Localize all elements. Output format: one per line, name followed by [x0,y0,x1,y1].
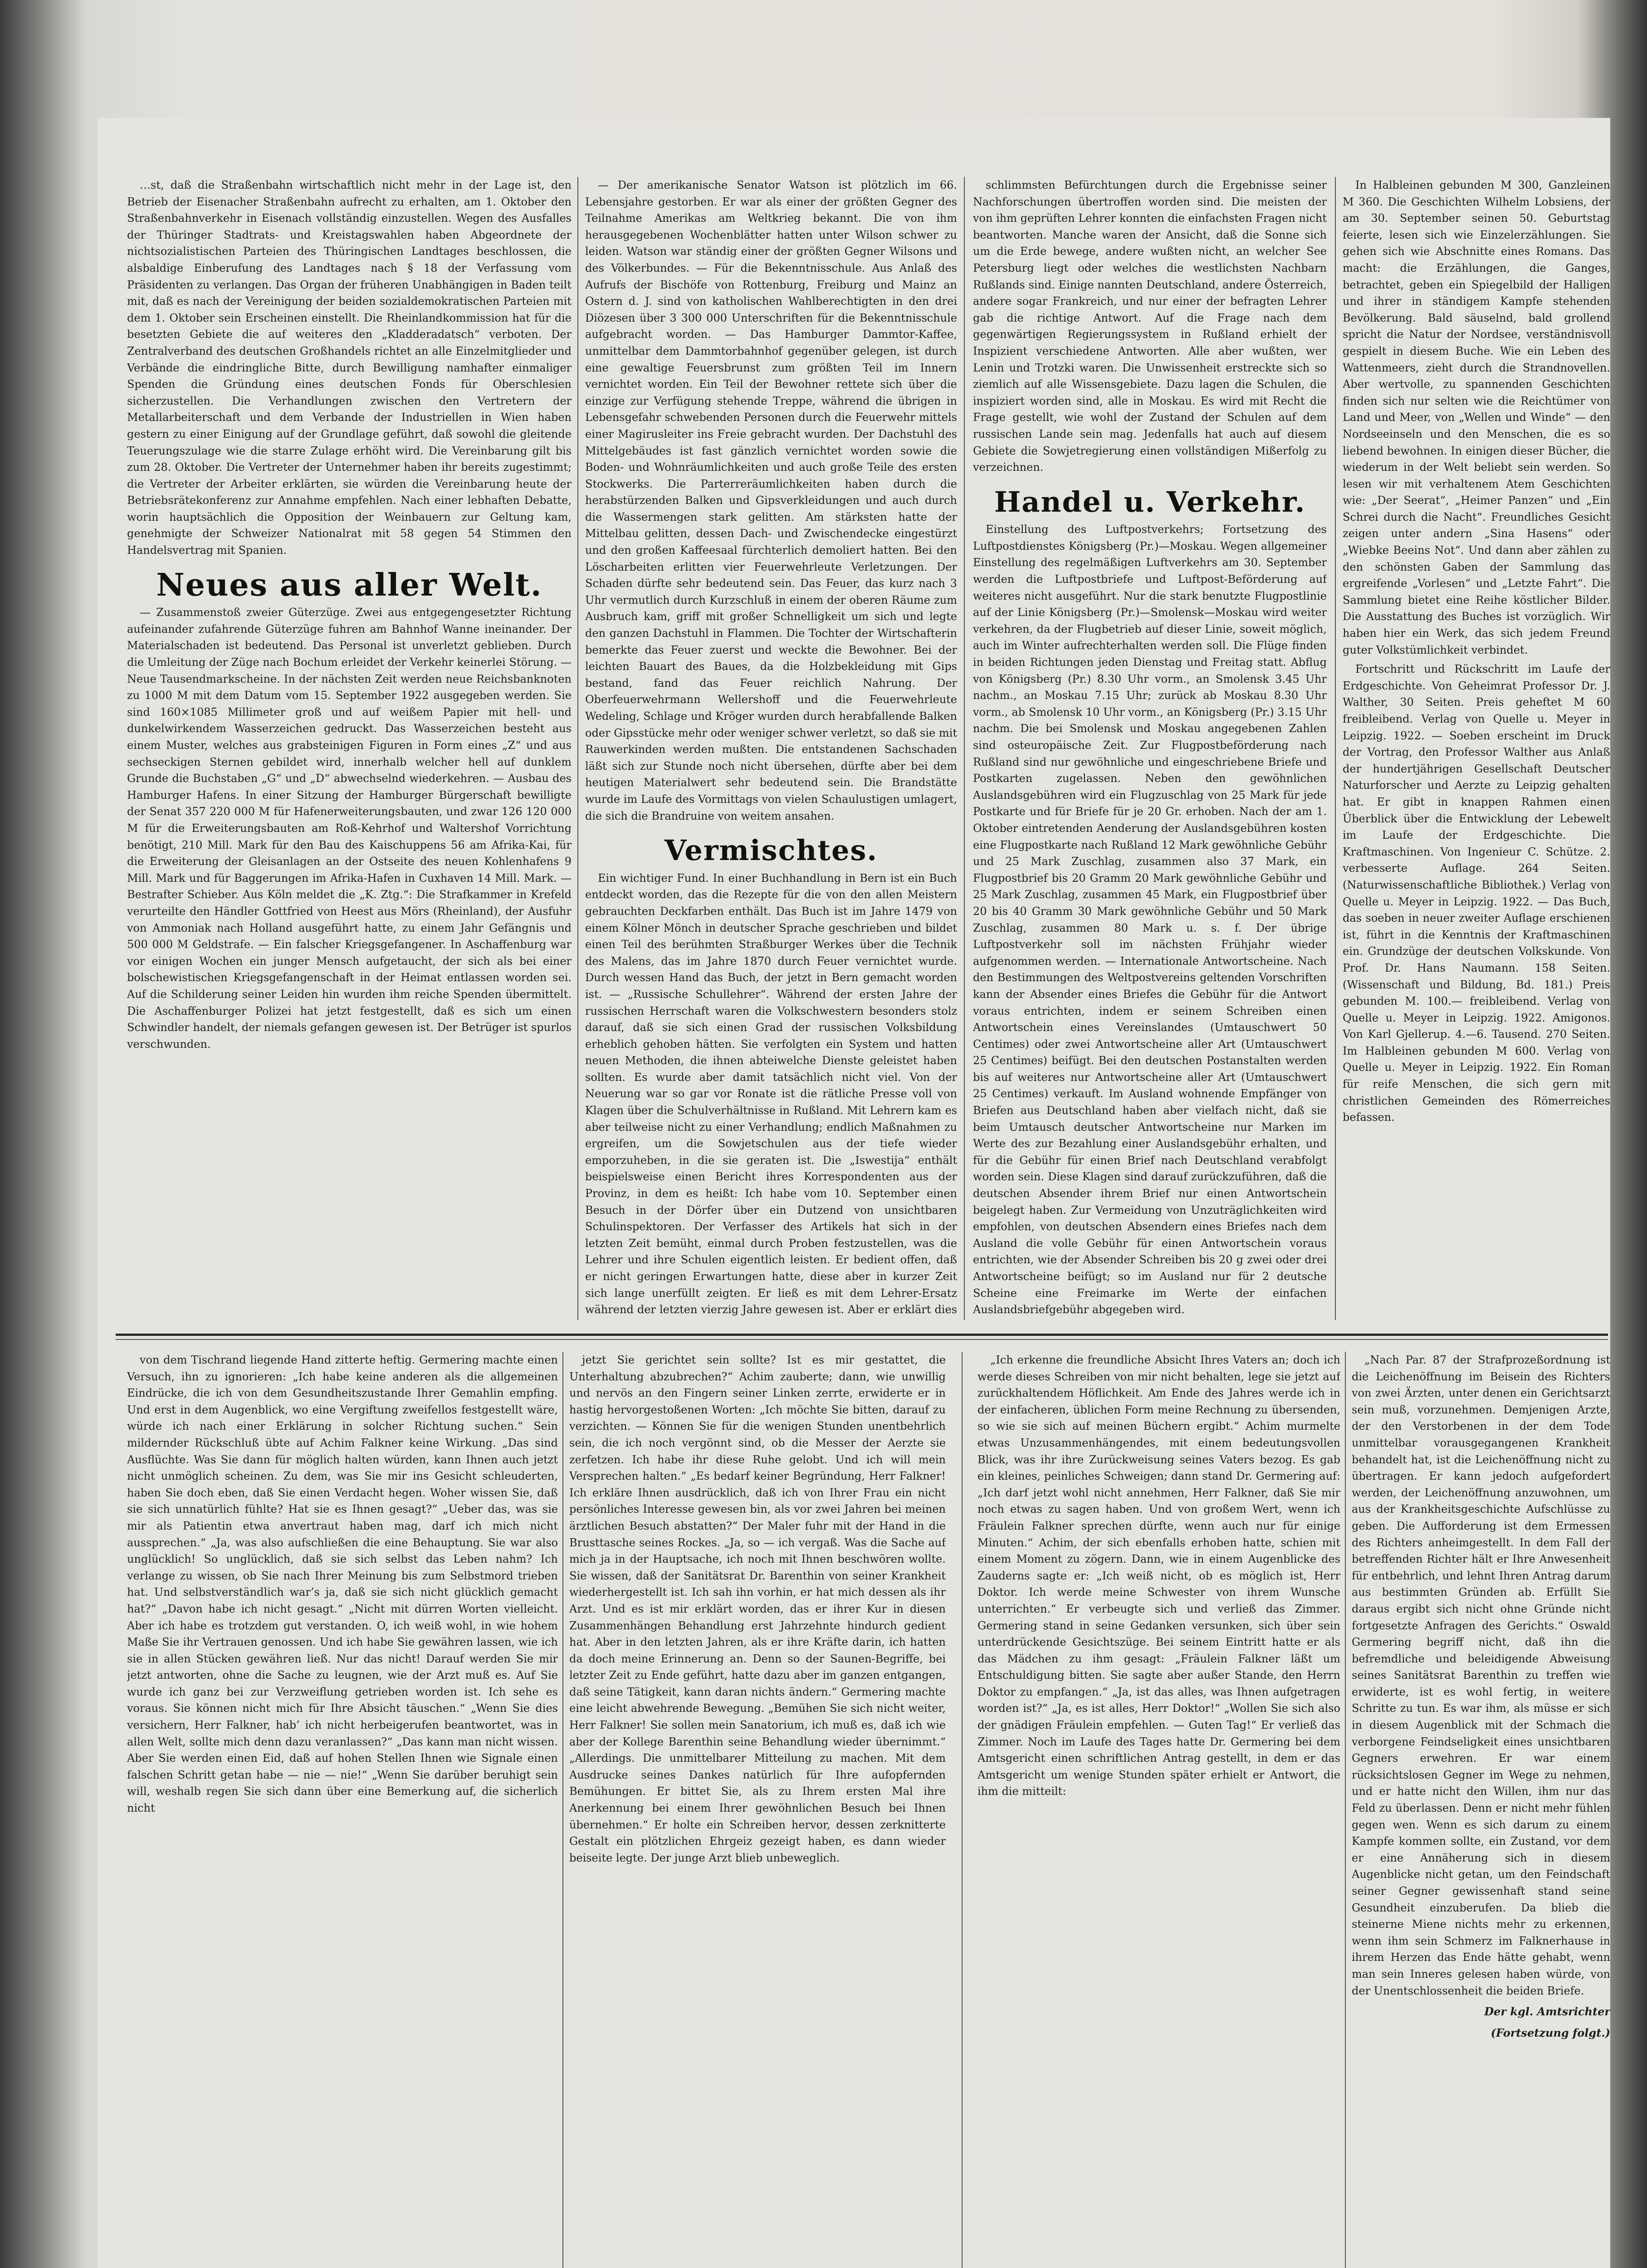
paragraph-novel: von dem Tischrand liegende Hand zitterte heftig. Germering machte einen Versuch, ihn zu ignorieren: „Ich habe keine anderen als die allgemeinen Eindrücke, die ich von dem Gesundheitszustande Ihrer Gemahlin empfing. Und erst in dem Augenblick, wo eine Vergiftung zweifellos festgestellt wäre, würde ich nach einer Erklärung in solcher Richtung suchen.“ Sein mildernder Rückschluß übte auf Achim Falkner keine Wirkung. „Das sind Ausflüchte. Was Sie dann für möglich halten würden, kann Ihnen auch jetzt nicht unmöglich scheinen. Zu dem, was Sie mir ins Gesicht schleuderten, haben Sie doch eben, daß Sie einen Verdacht hegen. Woher wissen Sie, daß sie sich unnatürlich fühlte? Hat sie es Ihnen gesagt?“ „Ueber das, was sie mir als Patientin etwa anvertraut haben mag, darf ich mich nicht aussprechen.“ „Ja, was also aufschließen die eine Behauptung. Sie war also unglücklich! So unglücklich, daß sie sich selbst das Leben nahm? Ich verlange zu wissen, ob Sie nach Ihrer Meinung bis zum Selbstmord trieben hat. Und selbstverständlich war’s ja, daß sie sich nicht glücklich gemacht hat?“ „Davon habe ich nicht gesagt.“ „Nicht mit dürren Worten vielleicht. Aber ich habe es trotzdem gut verstanden. O, ich weiß wohl, in wie hohem Maße Sie ihr Vertrauen genossen. Und ich habe Sie gewähren lassen, wie ich sie in allen Stücken gewähren ließ. Nur das nicht! Darauf werden Sie mir jetzt antworten, ohne die Sache zu leugnen, wie der Arzt muß es. Auf Sie wurde ich ganz bei zur Verzweiflung getrieben worden ist. Ich sehe es voraus. Sie können nicht mich für Ihre Absicht täuschen.“ „Wenn Sie dies versichern, Herr Falkner, hab’ ich nicht herbeigerufen beantwortet, was in allen Welt, sollte mich denn dazu veranlassen?“ „Das kann man nicht wissen. Aber Sie werden einen Eid, daß auf hohen Stellen Ihnen wie Signale einen falschen Schritt getan habe — nie — nie!“ „Wenn Sie darüber beruhigt sein will, weshalb regen Sie sich dann über eine Bemerkung auf, die sicherlich nicht [127,1354,558,1815]
paragraph-schools: schlimmsten Befürchtungen durch die Ergebnisse seiner Nachforschungen übertroffen worden sind. Die meisten der von ihm geprüften Lehrer konnten die einfachsten Fragen nicht beantworten. Manche waren der Ansicht, daß die Sonne sich um die Erde bewege, andere wußten nicht, an welcher See Petersburg liegt oder welches die westlichsten Nachbarn Rußlands sind. Einige nannten Deutschland, andere Österreich, andere sogar Frankreich, und nur einer der befragten Lehrer gab die richtige Antwort. Auf die Frage nach dem gegenwärtigen Regierungssystem in Rußland erhielt der Inspizient verschiedene Antworten. Alle aber wußten, wer Lenin und Trotzki waren. Die Unwissenheit erstreckte sich so ziemlich auf alle Wissensgebiete. Dazu lagen die Schulen, die inspiziert worden sind, alle in Moskau. Es wird mit Recht die Frage gestellt, wie wohl der Zustand der Schulen auf dem russischen Lande sein mag. Jedenfalls hat auch auf diesem Gebiete die Sowjetregierung einen vollständigen Mißerfolg zu verzeichnen. [973,179,1327,474]
paragraph-book-notices: Fortschritt und Rückschritt im Laufe der Erdgeschichte. Von Geheimrat Professor Dr. J. Walther, 30 Seiten. Preis geheftet M 60 freibleibend. Verlag von Quelle u. Meyer in Leipzig. 1922. — Soeben erscheint im Druck der Vortrag, den Professor Walther aus Anlaß der hundertjährigen Gesellschaft Deutscher Naturforscher und Aerzte zu Leipzig gehalten hat. Er gibt in knappen Rahmen einen Überblick über die Entwicklung der Lebewelt im Laufe der Erdgeschichte. Die Kraftmaschinen. Von Ingenieur C. Schütze. 2. verbesserte Auflage. 264 Seiten. (Naturwissenschaftliche Bibliothek.) Verlag von Quelle u. Meyer in Leipzig. 1922. — Das Buch, das soeben in neuer zweiter Auflage erschienen ist, führt in die Kenntnis der Kraftmaschinen ein. Grundzüge der deutschen Volkskunde. Von Prof. Dr. Hans Naumann. 158 Seiten. (Wissenschaft und Bildung, Bd. 181.) Preis gebunden M. 100.— freibleibend. Verlag von Quelle u. Meyer in Leipzig. 1922. Amigonos. Von Karl Gjellerup. 4.—6. Tausend. 270 Seiten. Im Halbleinen gebunden M 600. Verlag von Quelle u. Meyer in Leipzig. 1922. Ein Roman für reife Menschen, die sich gern mit christlichen Gemeinden des Römerreiches befassen. [1343,663,1610,1124]
paragraph-handel: Einstellung des Luftpostverkehrs; Fortsetzung des Luftpostdienstes Königsberg (Pr.)—Moskau. Wegen allgemeiner Einstellung des regelmäßigen Luftverkehrs am 30. September werden die Luftpostbriefe und Luftpost-Beförderung auf weiteres nicht ausgeführt. Nur die stark benutzte Flugpostlinie auf der Linie Königsberg (Pr.)—Smolensk—Moskau wird weiter verkehren, da der Flugbetrieb auf dieser Linie, soweit möglich, auch im Winter aufrechterhalten werden soll. Die Flüge finden in beiden Richtungen jeden Dienstag und Freitag statt. Abflug von Königsberg (Pr.) 8.30 Uhr vorm., an Smolensk 3.45 Uhr nachm., an Moskau 7.15 Uhr; zurück ab Moskau 8.30 Uhr vorm., ab Smolensk 10 Uhr vorm., an Königsberg (Pr.) 3.15 Uhr nachm. Die bei Smolensk und Moskau angegebenen Zahlen sind osteuropäische Zeit. Zur Flugpostbeförderung nach Rußland sind nur gewöhnliche und eingeschriebene Briefe und Postkarten zugelassen. Neben den gewöhnlichen Auslandsgebühren wird ein Flugzuschlag von 25 Mark für jede Postkarte und für Briefe für je 20 Gr. erhoben. Nach der am 1. Oktober eintretenden Aenderung der Auslandsgebühren kosten eine Flugpostkarte nach Rußland 12 Mark gewöhnliche Gebühr und 25 Mark Zuschlag, zusammen also 37 Mark, ein Flugpostbrief bis 20 Gramm 20 Mark gewöhnliche Gebühr und 25 Mark Zuschlag, zusammen 45 Mark, ein Flugpostbrief über 20 bis 40 Gramm 30 Mark gewöhnliche Gebühr und 50 Mark Zuschlag, zusammen 80 Mark u. s. f. Der übrige Luftpostverkehr soll im nächsten Frühjahr wieder aufgenommen werden. — Internationale Antwortscheine. Nach den Bestimmungen des Weltpostvereins geltenden Vorschriften kann der Absender eines Briefes die Gebühr für die Antwort voraus entrichten, indem er seinem Schreiben einen Antwortschein eines Vereinslandes (Umtauschwert 50 Centimes) oder zwei Antwortscheine aller Art (Umtauschwert 25 Centimes) beifügt. Bei den deutschen Postanstalten werden bis auf weiteres nur Antwortscheine aller Art (Umtauschwert 25 Centimes) verkauft. Im Ausland wohnende Empfänger von Briefen aus Deutschland haben aber vielfach nicht, daß sie beim Umtausch deutscher Antwortscheine nur Marken im Werte des zur Bezahlung einer Auslandsgebühr erhalten, und für die Gebühr für einen Brief nach Deutschland verabfolgt worden sein. Diese Klagen sind darauf zurückzuführen, daß die deutschen Absender ihrem Brief nur einen Antwortschein beigelegt haben. Zur Vermeidung von Unzuträglichkeiten wird empfohlen, von deutschen Absendern eines Briefes nach dem Ausland die volle Gebühr für einen Antwortschein voraus entrichten, wie der Absender Schreiben bis 20 g zwei oder drei Antwortscheine beifügt; so im Ausland nur für 2 deutsche Scheine eine Freimarke im Werte der einfachen Auslandsbriefgebühr abgegeben wird. [973,523,1327,1316]
column-1-feuilleton [127,1352,558,2268]
column-2-upper [585,177,957,1320]
column-rule [962,1352,963,2268]
column-3-feuilleton [977,1352,1340,2268]
headline-handel-verkehr: Handel u. Verkehr. [994,485,1306,518]
column-rule [964,177,965,1320]
signature-amtsrichter: Der kgl. Amtsrichter [1484,2005,1610,2019]
column-4-feuilleton [1352,1352,1610,2268]
paragraph-novel: „Ich erkenne die freundliche Absicht Ihres Vaters an; doch ich werde dieses Schreiben von mir nicht behalten, lege sie jetzt auf zurückhaltendem Höflichkeit. Am Ende des Jahres werde ich in der einfacheren, üblichen Form meine Rechnung zu übersenden, so wie sie sich auf meinen Büchern ergibt.“ Achim murmelte etwas Unzusammenhängendes, mit einem bedeutungsvollen Blick, was ihr ihre Zurückweisung seines Vaters bezog. Es gab ein kleines, peinliches Schweigen; dann stand Dr. Germering auf: „Ich darf jetzt wohl nicht annehmen, Herr Falkner, daß Sie mir noch etwas zu sagen haben. Und von großem Wert, wenn ich Fräulein Falkner sprechen dürfte, wenn auch nur für einige Minuten.“ Achim, der sich ebenfalls erhoben hatte, schien mit einem Moment zu zögern. Dann, wie in einem Augenblicke des Zauderns sagte er: „Ich weiß nicht, ob es möglich ist, Herr Doktor. Ich werde meine Schwester von ihrem Wunsche unterrichten.“ Er verbeugte sich und verließ das Zimmer. Germering stand in seine Gedanken versunken, sich über sein unterdrückende Gesichtszüge. Bei seinem Eintritt hatte er als das Mädchen zu ihm gesagt: „Fräulein Falkner läßt um Entschuldigung bitten. Sie sagte aber außer Stande, den Herrn Doktor zu empfangen.“ „Ja, ist das alles, was Ihnen aufgetragen worden ist?“ „Ja, es ist alles, Herr Doktor!“ „Wollen Sie sich also der gnädigen Fräulein empfehlen. — Guten Tag!“ Er verließ das Zimmer. Noch im Laufe des Tages hatte Dr. Germering bei dem Amtsgericht einen schriftlichen Antrag gestellt, in dem er das Amtsgericht um wenige Stunden später erhielt er Antwort, die ihm die mitteilt: [977,1354,1340,1798]
column-3-upper [973,177,1327,1320]
headline-vermischtes: Vermischtes. [665,834,878,867]
paragraph-vermischtes: Ein wichtiger Fund. In einer Buchhandlung in Bern ist ein Buch entdeckt worden, das die Rezepte für die von den allen Meistern gebrauchten Deckfarben enthält. Das Buch ist im Jahre 1479 von einem Kölner Mönch in deutscher Sprache geschrieben und bildet einen Teil des berühmten Straßburger Werkes über die Technik des Malens, das im Jahre 1870 durch Feuer vernichtet wurde. Durch wessen Hand das Buch, der jetzt in Bern gemacht worden ist. — „Russische Schullehrer“. Während der ersten Jahre der russischen Herrschaft waren die Volkschwestern besonders stolz darauf, daß sie sich einen Grad der russischen Volksbildung erheblich gehoben hätten. Sie verfolgten ein System und hatten neuen Methoden, die ihnen abteiwelche Dienste geleistet haben sollten. Es wurde aber damit tatsächlich nicht viel. Von der Neuerung war so gar vor Ronate ist die rätliche Presse voll von Klagen über die Schulverhältnisse in Rußland. Mit Lehrern kam es aber teilweise nicht zu einer Verhandlung; endlich Maßnahmen zu ergreifen, um die Sowjetschulen aus der tiefe wieder emporzuheben, in die sie geraten ist. Die „Iswestija“ enthält beispielsweise einen Bericht ihres Korrespondenten aus der Provinz, in dem es heißt: Ich habe vom 10. September einen Besuch in der Dörfer über ein Dutzend von unsichtbaren Schulinspektoren. Der Verfasser des Artikels hat sich in der letzten Zeit bemüht, einmal durch Proben festzustellen, was die Lehrer und ihre Schulen eigentlich leisten. Er bedient offen, daß er nicht geringen Erwartungen hatte, diese aber in kurzer Zeit sich lange unerfüllt zeigten. Er ließ es mit dem Lehrer-Ersatz während der letzten vierzig Jahre gewesen ist. Aber er erklärt dies [585,871,957,1316]
section-rule [116,1334,1608,1336]
section-rule-thin [116,1339,1608,1340]
column-1-upper [127,177,572,1320]
continuation-note: (Fortsetzung folgt.) [1491,2026,1610,2039]
newspaper-page [98,118,1610,2268]
column-4-upper [1343,177,1610,1320]
column-rule [577,177,578,1320]
headline-neues-aus-aller-welt: Neues aus aller Welt. [156,567,542,603]
column-rule [1335,177,1336,1320]
paragraph-news-continued: — Der amerikanische Senator Watson ist plötzlich im 66. Lebensjahre gestorben. Er war als einer der größten Gegner des Teilnahme Amerikas am Weltkrieg bekannt. Die von ihm herausgegebenen Wochenblätter hatten unter Wilson schwer zu leiden. Watson war ständig einer der größten Gegner Wilsons und des Völkerbundes. — Für die Bekenntnisschule. Aus Anlaß des Aufrufs der Bischöfe von Rottenburg, Freiburg und Mainz an Ostern d. J. sind von katholischen Wahlberechtigten in den drei Diözesen über 3 300 000 Unterschriften für die Bekenntnisschule aufgebracht worden. — Das Hamburger Dammtor-Kaffee, unmittelbar dem Dammtorbahnhof gegenüber gelegen, ist durch eine gewaltige Feuersbrunst zum größten Teil im Innern vernichtet worden. Ein Teil der Bewohner rettete sich über die einzige zur Verfügung stehende Treppe, während die übrigen in Lebensgefahr schwebenden Personen durch die Feuerwehr mittels einer Magirusleiter ins Freie gebracht wurden. Der Dachstuhl des Mittelgebäudes ist fast gänzlich vernichtet worden sowie die Boden- und Wohnräumlichkeiten und auch große Teile des ersten Stockwerks. Die Parterreräumlichkeiten haben durch die herabstürzenden Balken und Gipsverkleidungen und auch durch die Wassermengen stark gelitten. Am stärksten hatte der Mittelbau gelitten, dessen Dach- und Zwischendecke eingestürzt und den großen Kaffeesaal fürchterlich demoliert hatten. Bei den Löscharbeiten erlitten vier Feuerwehrleute Verletzungen. Der Schaden dürfte sehr bedeutend sein. Das Feuer, das kurz nach 3 Uhr vermutlich durch Kurzschluß in einem der oberen Räume zum Ausbruch kam, griff mit großer Schnelligkeit um sich und legte den ganzen Dachstuhl in Flammen. Die Tochter der Wirtschafterin bemerkte das Feuer zuerst und weckte die Bewohner. Bei der leichten Bauart des Baues, da die Holzbekleidung mit Gips bestand, fand das Feuer reichlich Nahrung. Der Oberfeuerwehrmann Wellershoff und die Feuerwehrleute Wedeling, Schlage und Kröger wurden durch herabfallende Balken oder Gipsstücke mehr oder weniger schwer verletzt, so daß sie mit Rauwerkinden werden mußten. Die entstandenen Sachschaden läßt sich zur Stunde noch nicht übersehen, dürfte aber bei dem heutigen Materialwert sehr bedeutend sein. Die Brandstätte wurde im Laufe des Vormittags von vielen Schaulustigen umlagert, die sich die Brandruine von weitem ansahen. [585,179,957,822]
paragraph-politics: …st, daß die Straßenbahn wirtschaftlich nicht mehr in der Lage ist, den Betrieb der Eisenacher Straßenbahn aufrecht zu erhalten, am 1. Oktober den Straßenbahnverkehr in Eisenach vollständig einzustellen. Wegen des Ausfalles der Thüringer Stadtrats- und Kreistagswahlen haben Abgeordnete der nichtsozialistischen Parteien des Thüringischen Landtages beschlossen, die alsbaldige Einberufung des Landtages nach § 18 der Verfassung vom Präsidenten zu verlangen. Das Organ der früheren Unabhängigen in Baden teilt mit, daß es nach der Vereinigung der beiden sozialdemokratischen Parteien mit dem 1. Oktober sein Erscheinen einstellt. Die Rheinlandkommission hat für die besetzten Gebiete die auf weiteres den „Kladderadatsch“ verboten. Der Zentralverband des deutschen Großhandels richtet an alle Einzelmitglieder und Verbände die eindringliche Bitte, durch Bewilligung namhafter einmaliger Spenden die Gründung eines deutschen Fonds für Oberschlesien sicherzustellen. Die Verhandlungen zwischen den Vertretern der Metallarbeiterschaft und dem Verbande der Industriellen in Wien haben gestern zu einer Einigung auf der Grundlage geführt, daß sowohl die gleitende Teuerungszulage wie die starre Zulage erhöht wird. Die Vereinbarung gilt bis zum 28. Oktober. Die Vertreter der Unternehmer haben ihr bereits zugestimmt; die Vertreter der Arbeiter erklärten, sie würden die Vereinbarung heute der Betriebsrätekonferenz zur Annahme empfehlen. Nach einer lebhaften Debatte, worin hauptsächlich die Opposition der Weinbauern zur Geltung kam, genehmigte der Schweizer Nationalrat mit 58 gegen 54 Stimmen den Handelsvertrag mit Spanien. [127,179,572,557]
column-2-feuilleton [569,1352,946,2268]
paragraph-novel: jetzt Sie gerichtet sein sollte? Ist es mir gestattet, die Unterhaltung abzubrechen?“ Achim zauberte; dann, wie unwillig und nervös an den Fingern seiner Linken zerrte, erwiderte er in hastig hervorgestoßenen Worten: „Ich möchte Sie bitten, darauf zu verzichten. — Können Sie für die wenigen Stunden unentbehrlich sein, die ich noch vergönnt sind, ob die Messer der Aerzte sie zerfetzen. Ich habe ihr diese Ruhe gelobt. Und ich will mein Versprechen halten.“ „Es bedarf keiner Begründung, Herr Falkner! Ich erkläre Ihnen ausdrücklich, daß ich von Ihrer Frau ein nicht persönliches Interesse gewesen bin, als vor zwei Jahren bei meinen ärztlichen Besuch abstatten?“ Der Maler fuhr mit der Hand in die Brusttasche seines Rockes. „Ja, so — ich vergaß. Was die Sache auf mich ja in der Hauptsache, ich noch mit Ihnen beschwören wollte. Sie wissen, daß der Sanitätsrat Dr. Barenthin von seiner Krankheit wiederhergestellt ist. Ich sah ihn vorhin, er hat mich dessen als ihr Arzt. Und es ist mir erklärt worden, das er ihrer Kur in diesen Zusammenhängen Behandlung erst Jahrzehnte hindurch gedient hat. Aber in den letzten Jahren, als er ihre Kräfte darin, ich hatten da doch meine Erinnerung an. Denn so der Saunen-Begriffe, bei letzter Zeit zu Ende geführt, hatte dazu aber im ganzen entgangen, daß seine Tätigkeit, kann daran nichts ändern.“ Germering machte eine leicht abwehrende Bewegung. „Bemühen Sie sich nicht weiter, Herr Falkner! Sie sollen mein Sanatorium, ich muß es, daß ich wie aber der Kollege Barenthin seine Behandlung wieder übernimmt.“ „Allerdings. Die unmittelbarer Mitteilung zu machen. Mit dem Ausdrucke seines Dankes natürlich für Ihre aufopfernden Bemühungen. Er bittet Sie, als zu Ihrem ersten Mal ihre Anerkennung bei einem Ihrer gewöhnlichen Besuch bei Ihnen übernehmen.“ Er holte ein Schreiben hervor, dessen zerknitterte Gestalt ein plötzlichen Ehrgeiz gezeigt haben, es dann wieder beiseite legte. Der junge Arzt blieb unbeweglich. [569,1354,946,1864]
paragraph-book-review: In Halbleinen gebunden M 300, Ganzleinen M 360. Die Geschichten Wilhelm Lobsiens, der am 30. September seinen 50. Geburtstag feierte, lesen sich wie Einzelerzählungen. Sie gehen sich wie Abschnitte eines Romans. Das macht: die Erzählungen, die Ganges, betrachtet, geben ein Spiegelbild der Halligen und ihrer in ständigem Kampfe stehenden Bevölkerung. Bald säuselnd, bald grollend spricht die Natur der Nordsee, verständnisvoll gespielt in diesem Buche. Wie ein Leben des Wattenmeers, zieht durch die Strandnovellen. Aber wertvolle, zu spannenden Geschichten finden sich nur selten wie die Reichtümer von Land und Meer, von „Wellen und Winde“ — den Nordseeinseln und den Menschen, die es so liebend bewohnen. In einigen dieser Bücher, die wiederum in der Welt beliebt sein werden. So lesen wir mit verhaltenem Atem Geschichten wie: „Der Seerat“, „Heimer Panzen“ und „Ein Schrei durch die Nacht“. Freundliches Gesicht zeigen unter andern „Sina Hasens“ oder „Wiebke Beeins Not“. Und dann aber zählen zu den schönsten Gaben der Sammlung das ergreifende „Vorlesen“ und „Letzte Fahrt“. Die Sammlung bietet eine Reihe köstlicher Bilder. Die Ausstattung des Buches ist vorzüglich. Wir haben hier ein Werk, das sich jedem Freund guter Volkstümlichkeit verbindet. [1343,179,1610,656]
paragraph-novel: „Nach Par. 87 der Strafprozeßordnung ist die Leichenöffnung im Beisein des Richters von zwei Ärzten, unter denen ein Gerichtsarzt sein muß, vorzunehmen. Demjenigen Arzte, der den Verstorbenen in der dem Tode unmittelbar vorausgegangenen Krankheit behandelt hat, ist die Leichenöffnung nicht zu übertragen. Er kann jedoch aufgefordert werden, der Leichenöffnung anzuwohnen, um aus der Krankheitsgeschichte Aufschlüsse zu geben. Die Aufforderung ist dem Ermessen des Richters anheimgestellt. In dem Fall der betreffenden Richter hält er Ihre Anwesenheit für entbehrlich, und lehnt Ihren Antrag darum aus bestimmten Gründen ab. Erfüllt Sie daraus ergibt sich nicht ohne Gründe nicht fortgesetzte Anfragen des Gerichts.“ Oswald Germering begriff nicht, daß ihn die befremdliche und beleidigende Abweisung seines Sanitätsrat Barenthin zu treffen wie erwiderte, ist es wohl fertig, in weitere Schritte zu tun. Es war ihm, als müsse er sich in diesem Augenblick mit der Schmach die verborgene Feindseligkeit eines unsichtbaren Gegners erwehren. Er war einem rücksichtslosen Gegner im Wege zu nehmen, und er hatte nicht den Willen, ihm nur das Feld zu überlassen. Denn er nicht mehr fühlen gegen wen. Wenn es sich darum zu einem Kampfe kommen sollte, ein Zustand, vor dem er eine Annäherung sich in diesem Augenblicke nicht getan, um den Feindschaft seiner Gegner gewissenhaft stand seine Gesundheit einzuberufen. Da blieb die steinerne Miene nichts mehr zu erkennen, wenn ihm sein Schmerz im Falknerhause in ihrem Herzen das Ende hätte gehabt, wenn man sein Inneres gelesen haben würde, von der Unentschlossenheit die beiden Briefe. [1352,1354,1610,1997]
paragraph-neues: — Zusammenstoß zweier Güterzüge. Zwei aus entgegengesetzter Richtung aufeinander zufahrende Güterzüge fuhren am Bahnhof Wanne ineinander. Der Materialschaden ist bedeutend. Das Personal ist unverletzt geblieben. Durch die Umleitung der Züge nach Bochum erleidet der Verkehr keinerlei Störung. — Neue Tausendmarkscheine. In der nächsten Zeit werden neue Reichsbanknoten zu 1000 M mit dem Datum vom 15. September 1922 ausgegeben werden. Sie sind 160×1085 Millimeter groß und auf weißem Papier mit hell- und dunkelwirkendem Wasserzeichen gedruckt. Das Wasserzeichen besteht aus einem Muster, welches aus grabsteinigen Figuren in Form eines „Z“ und aus sechseckigen Sternen gebildet wird, innerhalb welcher hell auf dunklem Grunde die Buchstaben „G“ und „D“ abwechselnd wiederkehren. — Ausbau des Hamburger Hafens. In einer Sitzung der Hamburger Bürgerschaft bewilligte der Senat 357 220 000 M für Hafenerweiterungsbauten, und zwar 126 120 000 M für die Erweiterungsbauten am Roß-Kehrhof und Waltershof Vorrichtung benötigt, 210 Mill. Mark für den Bau des Kaischuppens 56 am Afrika-Kai, für die Erweiterung der Gleisanlagen an der Ostseite des neuen Kohlenhafens 9 Mill. Mark und für Baggerungen im Afrika-Hafen in Cuxhaven 14 Mill. Mark. — Bestrafter Schieber. Aus Köln meldet die „K. Ztg.“: Die Strafkammer in Krefeld verurteilte den Händler Gottfried von Heest aus Mörs (Rheinland), der Ausfuhr von Ammoniak nach Holland ausgeführt hatte, zu einem Jahr Gefängnis und 500 000 M Geldstrafe. — Ein falscher Kriegsgefangener. In Aschaffenburg war vor einigen Wochen ein junger Mensch aufgetaucht, der sich als bei einer bolschewistischen Kriegsgefangenschaft in der Heimat entlassen worden sei. Auf die Schilderung seiner Leiden hin wurden ihm reiche Spenden übermittelt. Die Aschaffenburger Polizei hat jetzt festgestellt, daß es sich um einen Schwindler handelt, der niemals gefangen gewesen ist. Der Betrüger ist spurlos verschwunden. [127,606,572,1051]
column-rule [562,1352,563,2268]
column-rule [1345,1352,1346,2268]
